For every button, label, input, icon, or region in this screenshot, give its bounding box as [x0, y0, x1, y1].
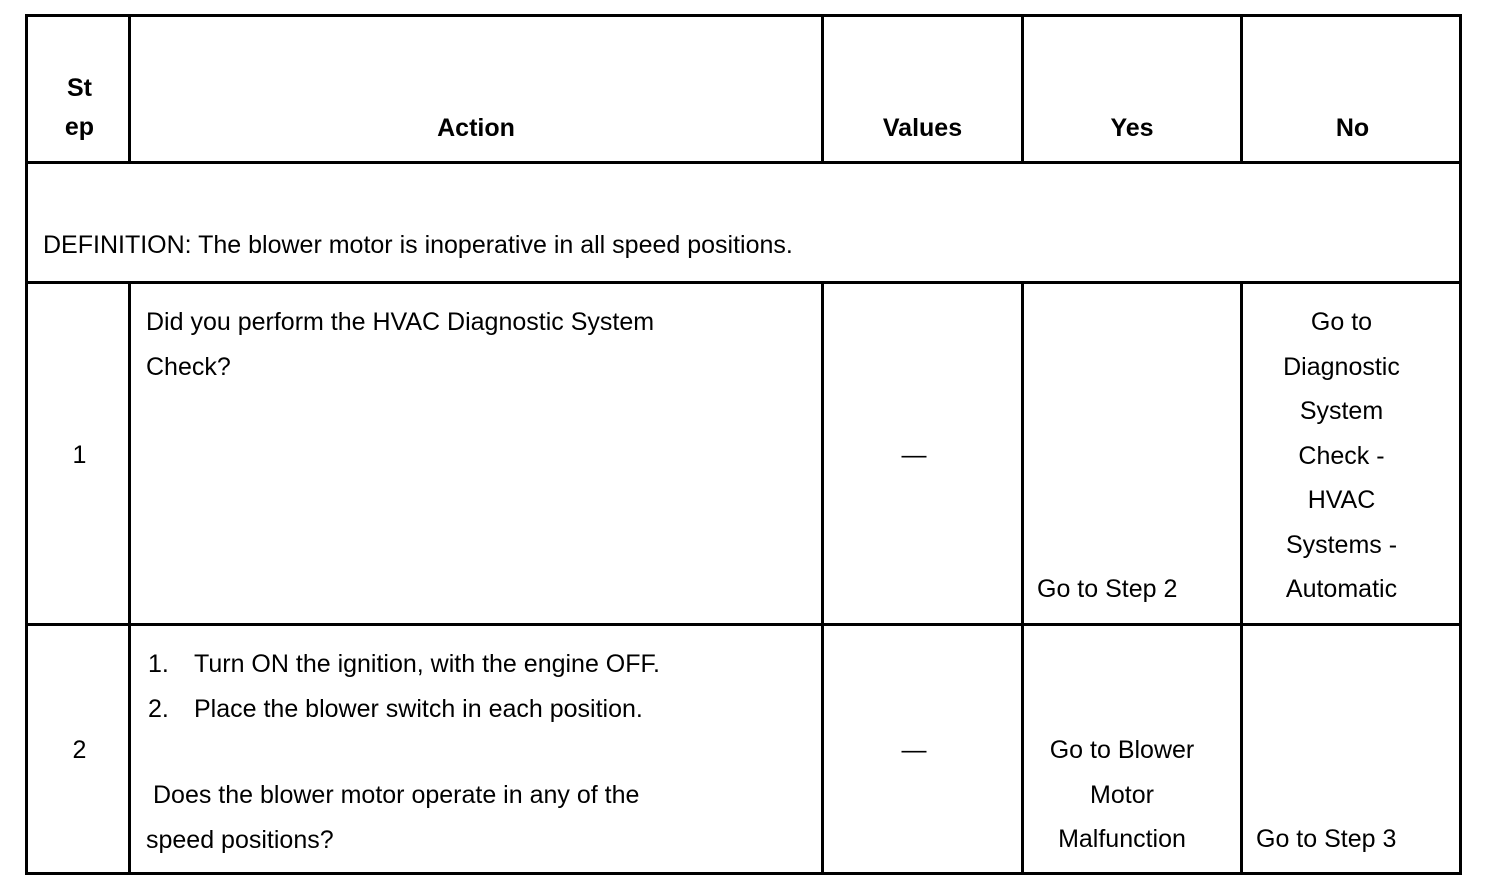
row2-no: Go to Step 3	[1256, 825, 1397, 853]
row-divider	[28, 623, 1459, 626]
list-item: 2. Place the blower switch in each position.	[148, 694, 643, 723]
row2-step: 2	[72, 736, 87, 764]
list-item: 1. Turn ON the ignition, with the engine OFF.	[148, 650, 660, 678]
header-no: No	[1335, 114, 1370, 142]
header-divider	[28, 161, 1459, 164]
row1-no: Go to Diagnostic System Check - HVAC Systems - Automatic	[1283, 308, 1400, 603]
header-values: Values	[882, 114, 963, 142]
header-action: Action	[437, 114, 515, 142]
header-step: St ep	[64, 74, 95, 141]
column-divider	[128, 281, 131, 872]
row1-values: —	[901, 441, 927, 469]
row1-step: 1	[72, 441, 87, 469]
column-divider	[821, 281, 824, 872]
definition-divider	[28, 281, 1459, 284]
row2-action-list	[148, 642, 660, 731]
diagnostic-table	[25, 14, 1462, 875]
row2-values: —	[901, 736, 927, 764]
definition-text: DEFINITION: The blower motor is inoperative in all speed positions.	[43, 231, 793, 259]
header-yes: Yes	[1110, 114, 1154, 142]
row1-action: Did you perform the HVAC Diagnostic System Check?	[146, 308, 655, 381]
row2-yes: Go to Blower Motor Malfunction	[1049, 736, 1195, 853]
row2-action-question: Does the blower motor operate in any of the speed positions?	[146, 781, 640, 854]
row1-yes: Go to Step 2	[1037, 575, 1178, 603]
